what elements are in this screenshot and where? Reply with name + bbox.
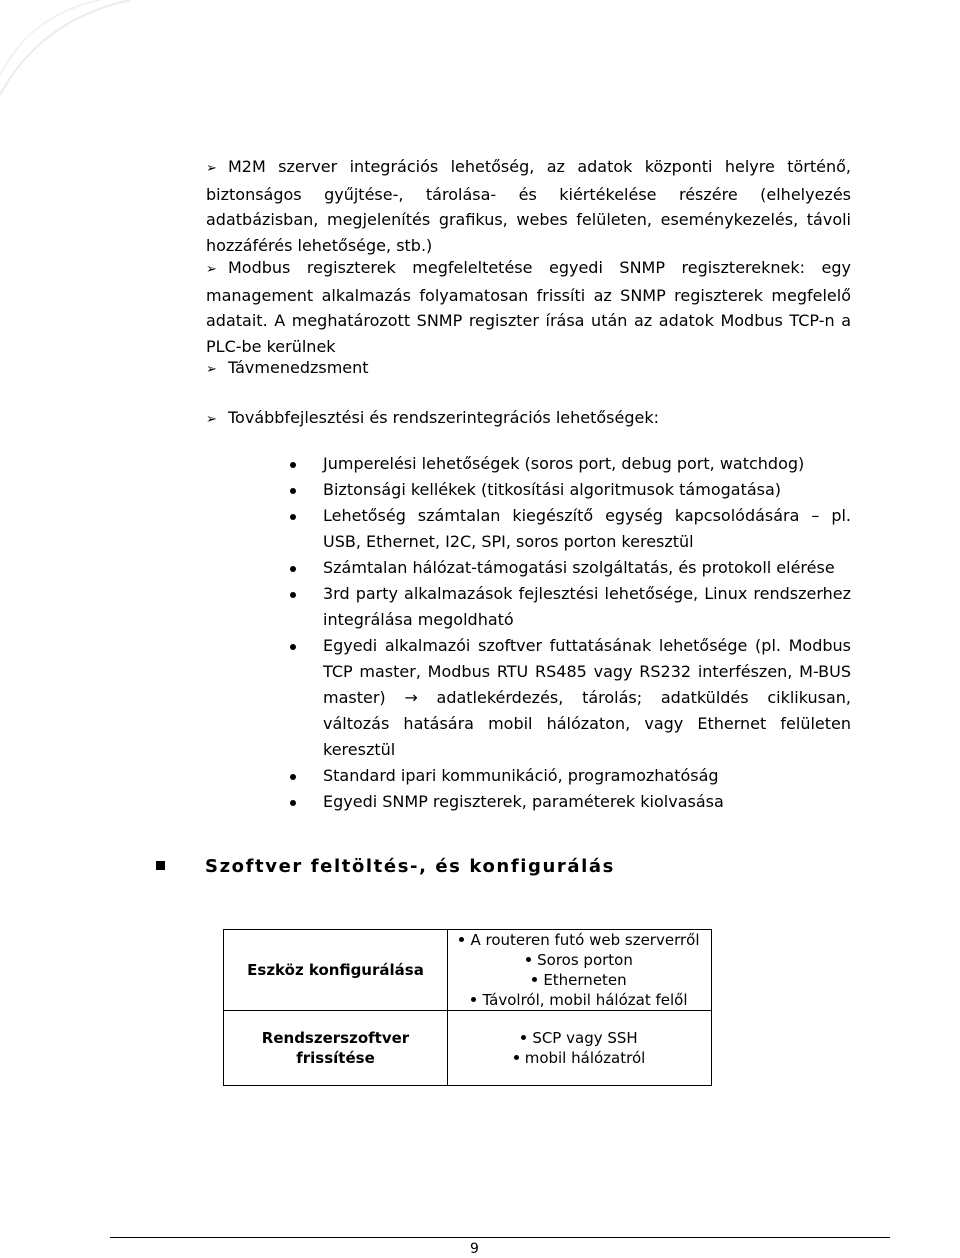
arrow-bullet-icon: ➢ bbox=[206, 412, 217, 427]
bullet-icon bbox=[290, 488, 296, 494]
bullet-icon bbox=[290, 800, 296, 806]
option-item: SCP vagy SSH bbox=[452, 1028, 707, 1048]
bullet-icon bbox=[290, 592, 296, 598]
arrow-bullet-icon: ➢ bbox=[206, 262, 217, 277]
footer-divider bbox=[110, 1237, 890, 1238]
corner-decoration bbox=[0, 0, 130, 110]
list-item: Standard ipari kommunikáció, programozhatóság bbox=[290, 763, 851, 789]
page-number: 9 bbox=[470, 1241, 479, 1257]
bullet-icon bbox=[471, 997, 476, 1002]
arrow-item-remote-management: ➢ Távmenedzsment bbox=[206, 355, 851, 383]
table-cell-label: Eszköz konfigurálása bbox=[224, 930, 448, 1011]
bullet-icon bbox=[521, 1035, 526, 1040]
option-item: mobil hálózatról bbox=[452, 1048, 707, 1068]
table-cell-options bbox=[448, 930, 712, 1011]
arrow-item-development: ➢ Továbbfejlesztési és rendszerintegrációs lehetőségek: bbox=[206, 405, 851, 433]
square-bullet-icon bbox=[156, 861, 165, 870]
bullet-icon bbox=[459, 937, 464, 942]
development-options-list bbox=[290, 451, 851, 815]
bullet-icon bbox=[290, 566, 296, 572]
arrow-bullet-icon: ➢ bbox=[206, 161, 217, 176]
table-row bbox=[224, 1011, 712, 1086]
bullet-icon bbox=[290, 514, 296, 520]
list-item: Egyedi SNMP regiszterek, paraméterek kiolvasása bbox=[290, 789, 851, 815]
option-item: A routeren futó web szerverről bbox=[452, 930, 707, 950]
arrow-bullet-icon: ➢ bbox=[206, 362, 217, 377]
section-heading: Szoftver feltöltés-, és konfigurálás bbox=[156, 856, 615, 877]
option-item: Távolról, mobil hálózat felől bbox=[452, 990, 707, 1010]
bullet-icon bbox=[514, 1055, 519, 1060]
option-item: Soros porton bbox=[452, 950, 707, 970]
configuration-table bbox=[223, 929, 712, 1086]
table-row bbox=[224, 930, 712, 1011]
arrow-item-modbus: ➢ Modbus regiszterek megfeleltetése egyedi SNMP regisztereknek: egy management alkalmazás folyamatosan frissíti az SNMP regiszterek megfelelő adatait. A meghatározott SNMP regiszter írása után az adatok Modbus TCP-n a PLC-be kerülnek bbox=[206, 258, 851, 356]
bullet-icon bbox=[290, 462, 296, 468]
bullet-icon bbox=[526, 957, 531, 962]
list-item: Egyedi alkalmazói szoftver futtatásának lehetősége (pl. Modbus TCP master, Modbus RTU RS485 vagy RS232 interfészen, M-BUS master) → adatlekérdezés, tárolás; adatküldés ciklikusan, változás hatására mobil hálózaton, vagy Ethernet felületen keresztül bbox=[290, 633, 851, 763]
bullet-icon bbox=[290, 774, 296, 780]
bullet-icon bbox=[532, 977, 537, 982]
table-cell-options bbox=[448, 1011, 712, 1086]
list-item: Jumperelési lehetőségek (soros port, debug port, watchdog) bbox=[290, 451, 851, 477]
table-cell-label: Rendszerszoftver frissítése bbox=[224, 1011, 448, 1086]
option-item: Etherneten bbox=[452, 970, 707, 990]
list-item: Biztonsági kellékek (titkosítási algoritmusok támogatása) bbox=[290, 477, 851, 503]
bullet-icon bbox=[290, 644, 296, 650]
list-item: Lehetőség számtalan kiegészítő egység kapcsolódására – pl. USB, Ethernet, I2C, SPI, soros porton keresztül bbox=[290, 503, 851, 555]
list-item: Számtalan hálózat-támogatási szolgáltatás, és protokoll elérése bbox=[290, 555, 851, 581]
list-item: 3rd party alkalmazások fejlesztési lehetősége, Linux rendszerhez integrálása megoldható bbox=[290, 581, 851, 633]
arrow-item-m2m: ➢ M2M szerver integrációs lehetőség, az adatok központi helyre történő, biztonságos gyűjtése-, tárolása- és kiértékelése részére (elhelyezés adatbázisban, megjelenítés grafikus, webes felületen, eseménykezelés, távoli hozzáférés lehetősége, stb.) bbox=[206, 157, 851, 255]
